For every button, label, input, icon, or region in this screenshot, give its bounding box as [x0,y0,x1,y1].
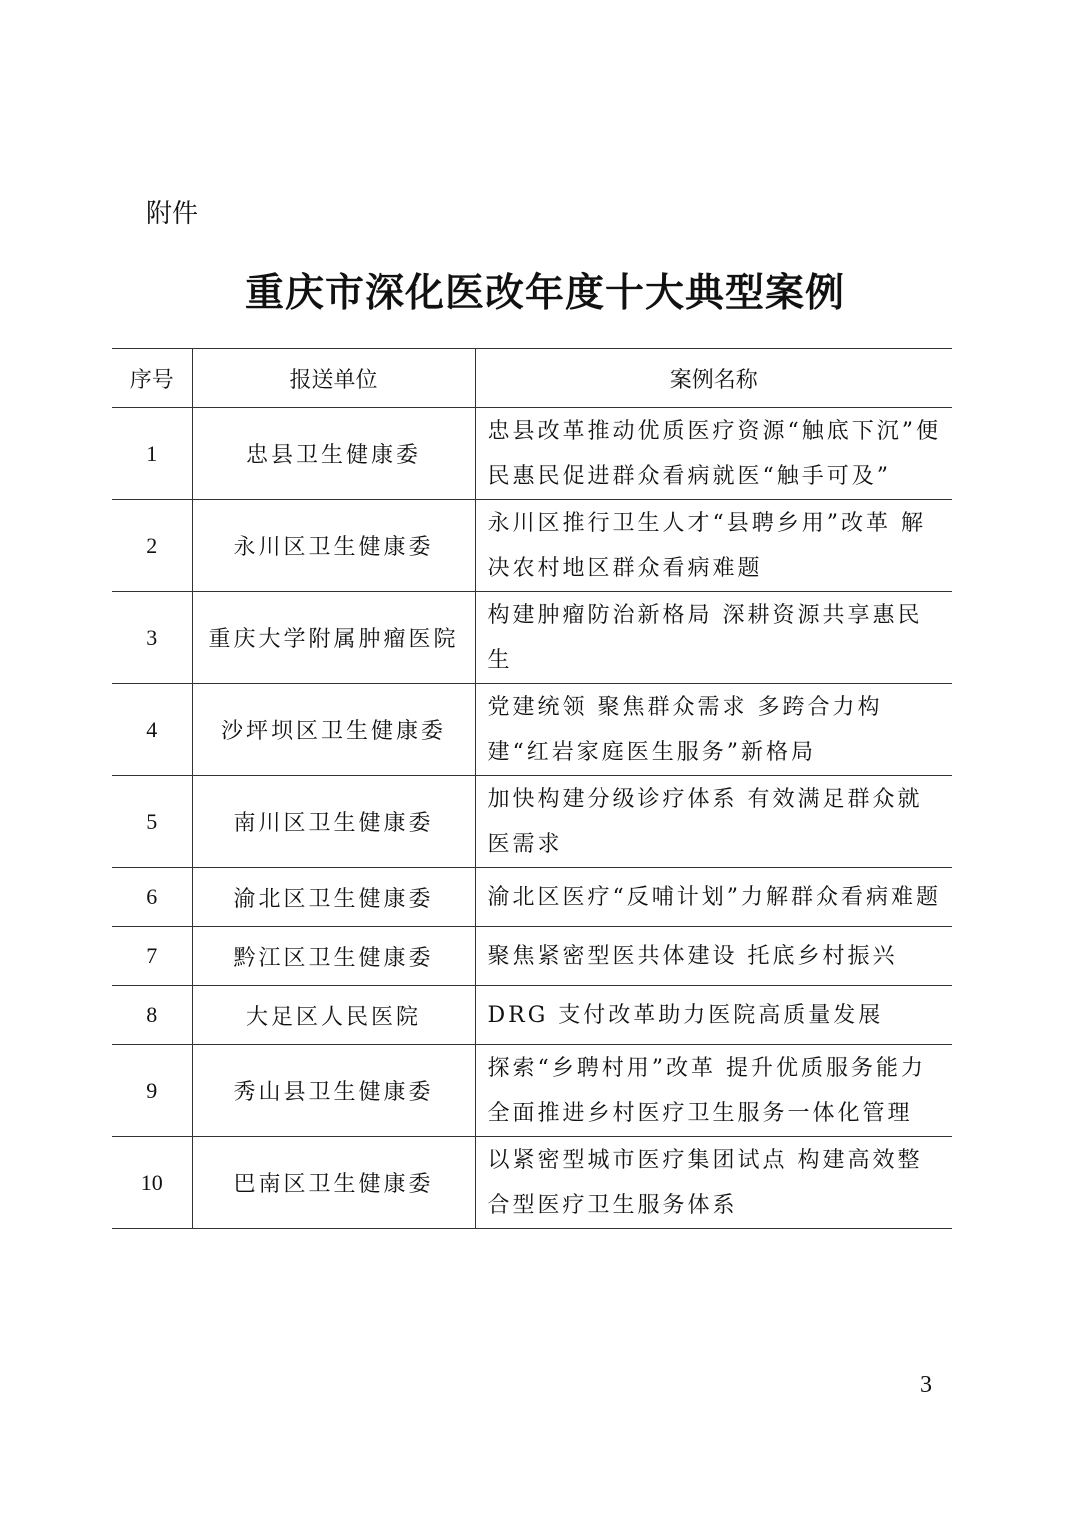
row-case-name: 聚焦紧密型医共体建设 托底乡村振兴 [475,927,952,986]
row-unit: 南川区卫生健康委 [192,776,475,868]
table-row [112,776,952,868]
row-case-name: 以紧密型城市医疗集团试点 构建高效整合型医疗卫生服务体系 [475,1137,952,1229]
table-header-row [112,349,952,408]
row-unit: 忠县卫生健康委 [192,408,475,500]
row-case-name: 探索“乡聘村用”改革 提升优质服务能力全面推进乡村医疗卫生服务一体化管理 [475,1045,952,1137]
row-case-name: 构建肿瘤防治新格局 深耕资源共享惠民生 [475,592,952,684]
row-unit: 大足区人民医院 [192,986,475,1045]
document-title: 重庆市深化医改年度十大典型案例 [244,270,845,316]
row-case-name: 加快构建分级诊疗体系 有效满足群众就医需求 [475,776,952,868]
column-header-case-name: 案例名称 [475,349,952,408]
row-no: 2 [112,500,192,592]
column-header-unit: 报送单位 [192,349,475,408]
row-no: 7 [112,927,192,986]
row-case-name: 渝北区医疗“反哺计划”力解群众看病难题 [475,868,952,927]
table-row [112,500,952,592]
row-no: 1 [112,408,192,500]
page-number: 3 [920,1372,932,1398]
cases-table [112,348,952,1229]
row-case-name: 忠县改革推动优质医疗资源“触底下沉”便民惠民促进群众看病就医“触手可及” [475,408,952,500]
table-row [112,408,952,500]
row-case-name: 党建统领 聚焦群众需求 多跨合力构建“红岩家庭医生服务”新格局 [475,684,952,776]
table-row [112,986,952,1045]
table-row [112,684,952,776]
table-row [112,927,952,986]
row-no: 10 [112,1137,192,1229]
table-row [112,1137,952,1229]
table-row [112,592,952,684]
row-case-name: DRG 支付改革助力医院高质量发展 [475,986,952,1045]
row-no: 9 [112,1045,192,1137]
row-unit: 重庆大学附属肿瘤医院 [192,592,475,684]
row-unit: 巴南区卫生健康委 [192,1137,475,1229]
row-unit: 沙坪坝区卫生健康委 [192,684,475,776]
row-no: 4 [112,684,192,776]
row-unit: 秀山县卫生健康委 [192,1045,475,1137]
row-no: 3 [112,592,192,684]
row-unit: 黔江区卫生健康委 [192,927,475,986]
table-row [112,868,952,927]
row-unit: 永川区卫生健康委 [192,500,475,592]
row-case-name: 永川区推行卫生人才“县聘乡用”改革 解决农村地区群众看病难题 [475,500,952,592]
table-row [112,1045,952,1137]
row-no: 8 [112,986,192,1045]
column-header-no: 序号 [112,349,192,408]
row-unit: 渝北区卫生健康委 [192,868,475,927]
attachment-label: 附件 [146,199,199,229]
row-no: 5 [112,776,192,868]
row-no: 6 [112,868,192,927]
